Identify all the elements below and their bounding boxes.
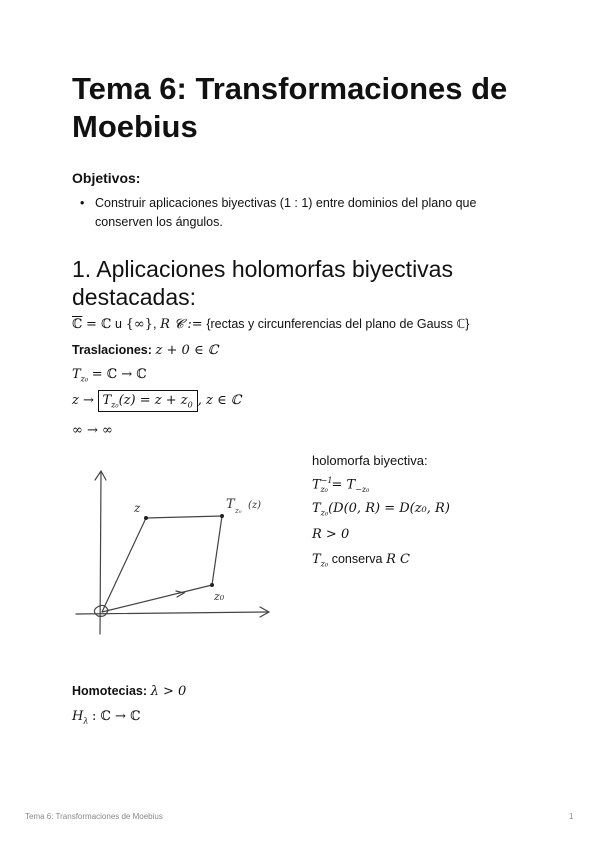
page-title: Tema 6: Transformaciones de Moebius — [72, 71, 508, 144]
traslaciones-line — [72, 342, 218, 358]
sketch-z0-label: z₀ — [214, 590, 225, 603]
map-tail: , z ∈ ℂ — [197, 393, 242, 408]
y-axis — [100, 472, 101, 634]
t-symbol: T — [72, 367, 81, 382]
rc-set: {rectas y circunferencias del plano de Gauss ℂ} — [206, 317, 470, 331]
infty-line: ∞ → ∞ — [72, 423, 113, 438]
page-number: 1 — [569, 812, 574, 821]
side-rpos: R > 0 — [312, 527, 350, 542]
side-disk: $T_{z_0}(D(0$, R) = D(z₀, R) — [312, 501, 450, 518]
vector-z0 — [102, 585, 212, 612]
point-z — [144, 516, 148, 520]
x-axis — [76, 612, 268, 614]
list-item: • Construir aplicaciones biyectivas (1 : 1) entre dominios del plano que conserven los ángulos. — [78, 194, 518, 232]
definition-line: ℂ = ℂ u {∞}, R 𝓒 := {rectas y circunferencias del plano de Gauss ℂ} — [72, 316, 470, 332]
cbar-eq: = ℂ — [85, 317, 112, 332]
t-signature: = ℂ → ℂ — [91, 367, 147, 382]
segment-t-z0 — [212, 516, 222, 585]
infty-set: {∞} — [125, 317, 153, 332]
point-z0 — [210, 583, 214, 587]
homotecia-map: $H_\lambda$ : ℂ → ℂ — [72, 709, 141, 726]
segment-z-t — [146, 516, 222, 518]
sketch-t-label: T — [226, 497, 235, 512]
homotecias-line — [72, 683, 186, 699]
traslacion-map — [72, 390, 241, 412]
boxed-formula: $T_{z_0}(z) = z + z_0$ — [98, 390, 198, 412]
side-inverse: $T^{-1}_{z_0} = T_{-z_0}$ — [312, 476, 370, 494]
sketch-t-arg: (z) — [248, 500, 262, 511]
homotecias-label: Homotecias: — [72, 684, 148, 698]
cbar-symbol: ℂ — [72, 317, 83, 332]
vector-z — [102, 518, 146, 612]
rc-def: R 𝓒 := — [160, 317, 203, 332]
footer-title: Tema 6: Transformaciones de Moebius — [25, 812, 163, 821]
sketch-z-label: z — [134, 501, 141, 515]
side-conserva: $T_{z_0}$ conserva R C — [312, 552, 410, 569]
objetivos-heading: Objetivos: — [72, 170, 141, 186]
map-arrow: z → — [72, 393, 94, 408]
side-label: holomorfa biyectiva: — [312, 453, 428, 468]
traslaciones-label: Traslaciones: — [72, 343, 152, 357]
traslaciones-cond: z + 0 ∈ ℂ — [155, 343, 219, 358]
u-word: u — [114, 317, 122, 331]
traslacion-signature: $T_{z_0}$ = ℂ → ℂ — [72, 367, 147, 384]
section-1-heading: 1. Aplicaciones holomorfas biyectivas destacadas: — [72, 256, 453, 310]
hand-sketch — [68, 462, 278, 642]
homotecias-cond: λ > 0 — [150, 684, 187, 699]
point-t — [220, 514, 224, 518]
sketch-t-sub: z₀ — [235, 507, 242, 515]
objetivos-list — [78, 194, 518, 232]
